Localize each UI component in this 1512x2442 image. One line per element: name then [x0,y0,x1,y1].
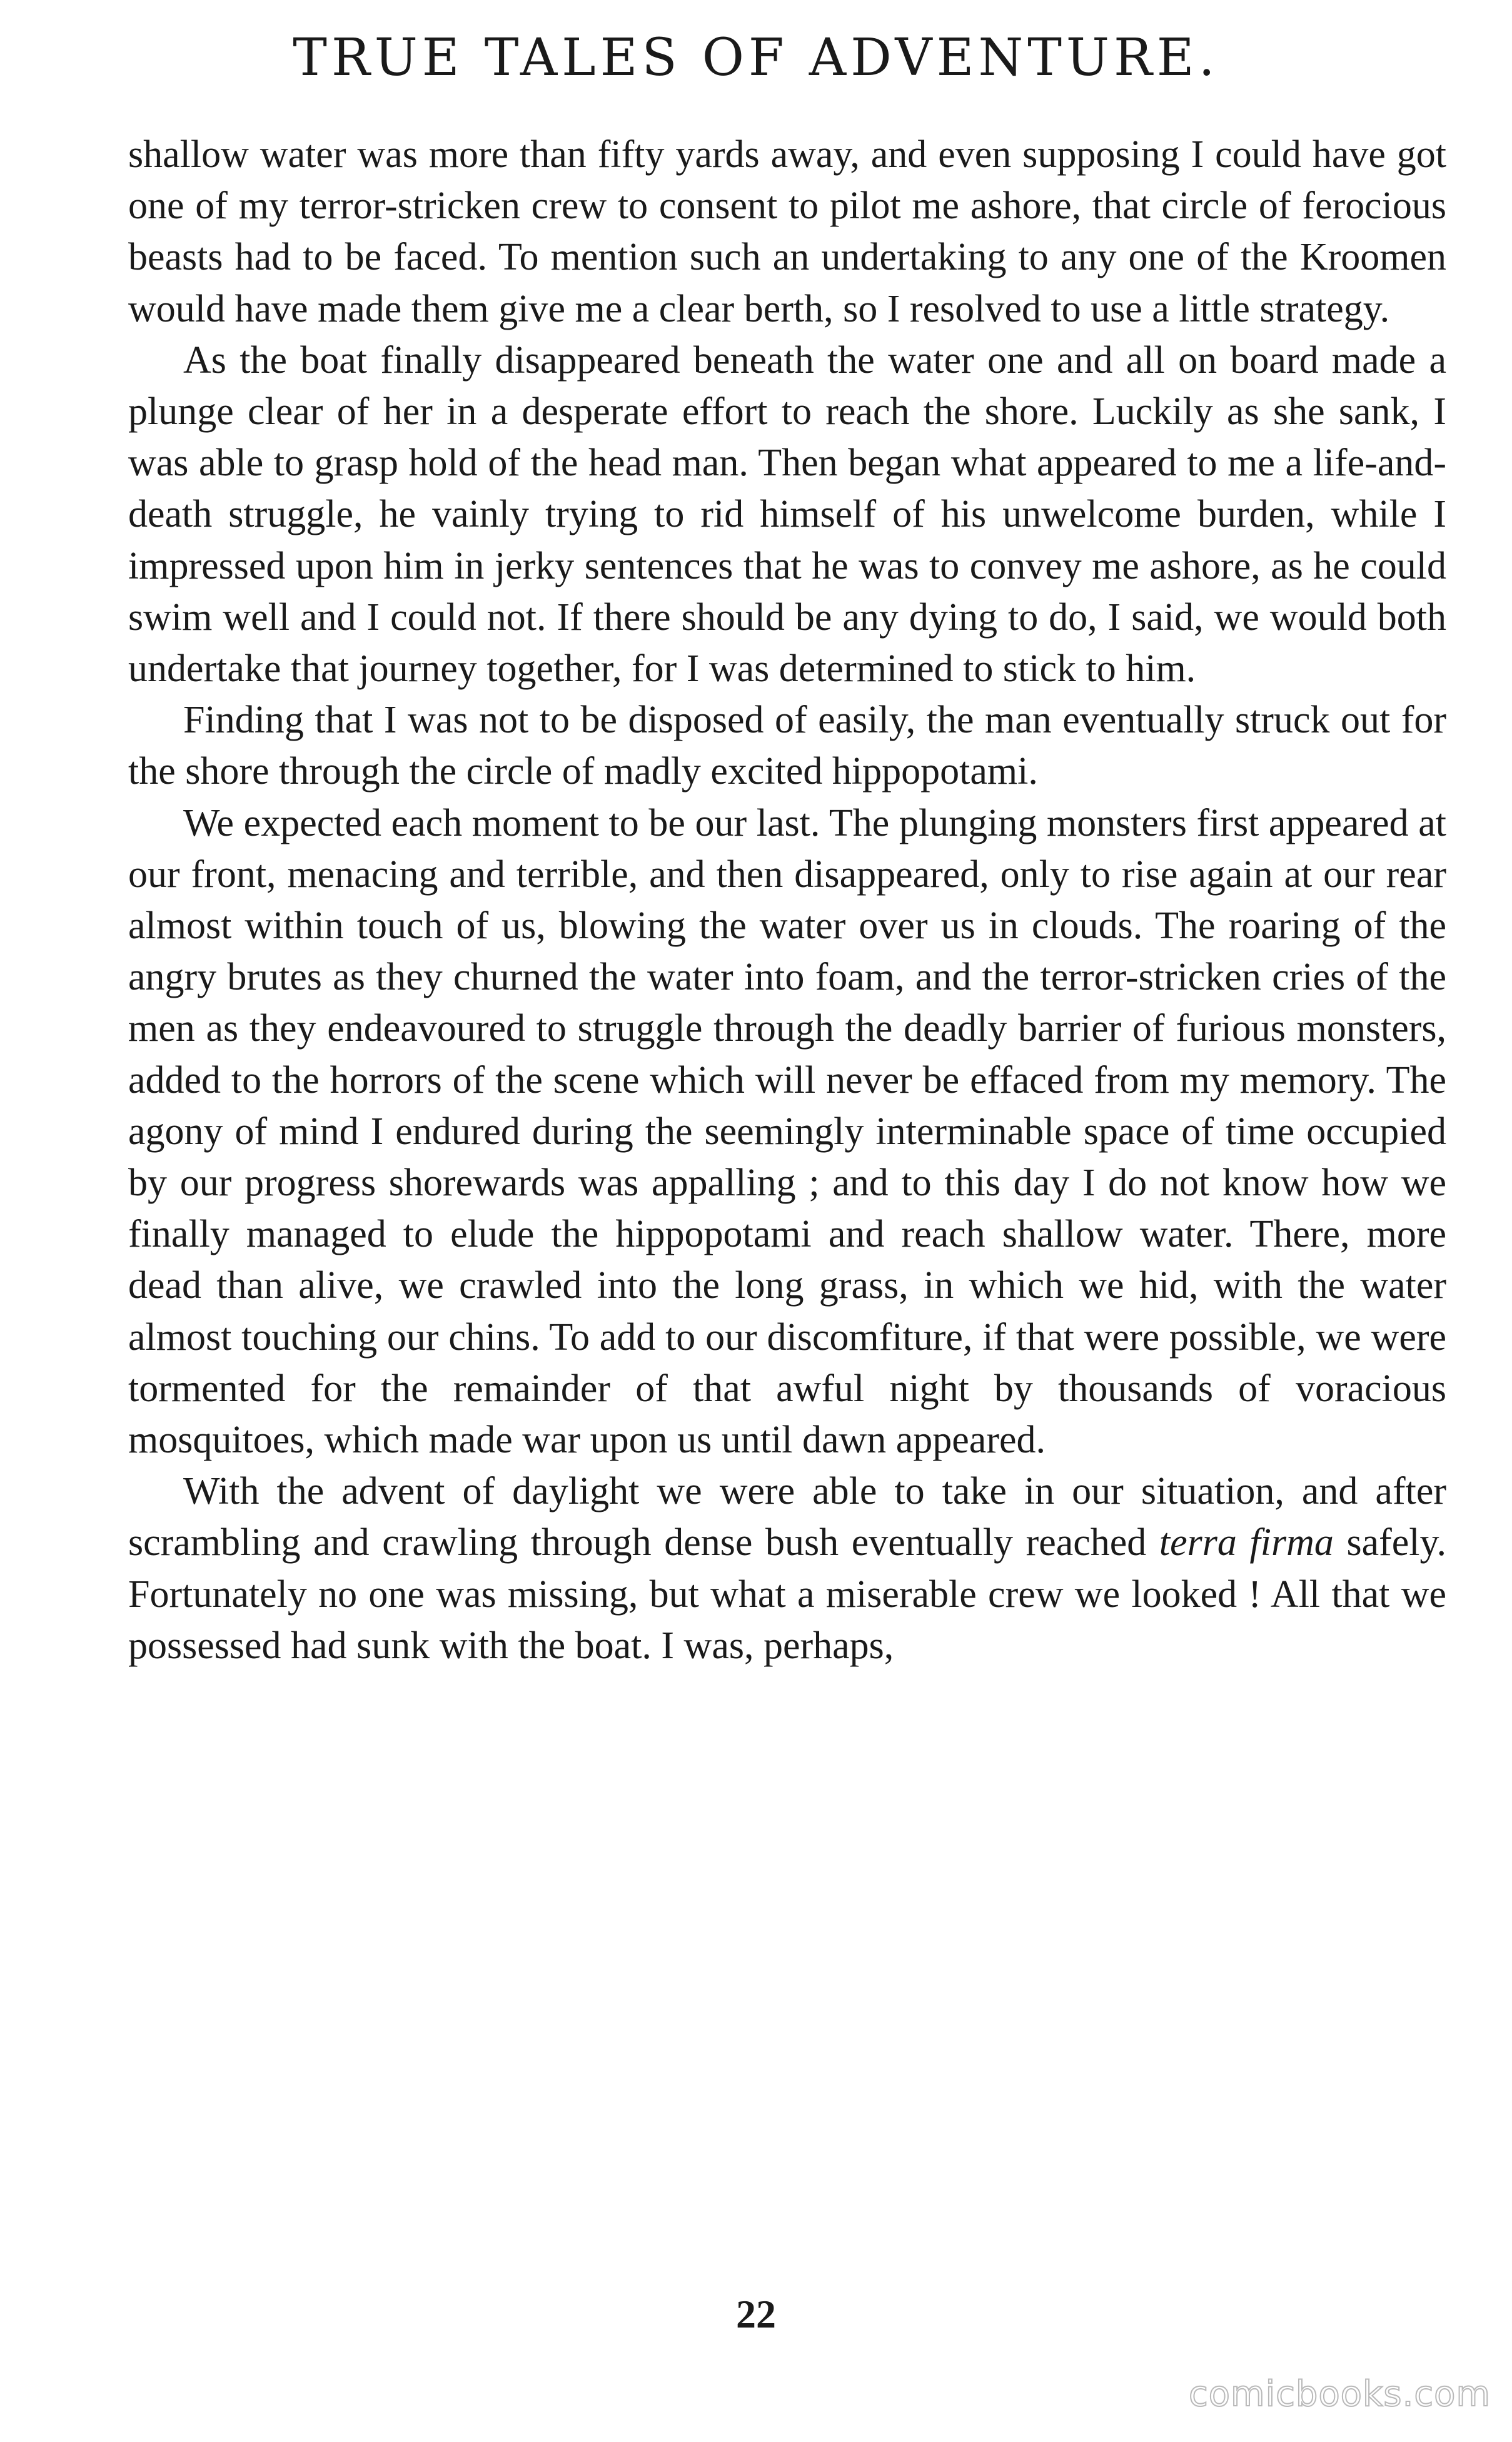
paragraph-5 [128,1466,1446,1671]
paragraph-1 [128,129,1446,335]
paragraph-1-text: shallow water was more than fifty yards away, and even supposing I could have got one of my terror-stricken crew to consent to pilot me ashore, that circle of ferocious beasts had to be faced. To mention such an undertaking to any one of the Kroomen would have made them give me a clear berth, so I resolved to use a little strategy. [128,133,1446,330]
paragraph-3-text: Finding that I was not to be disposed of easily, the man eventually struck out for the shore through the circle of madly excited hippopotami. [128,699,1446,793]
paragraph-5-text-b: safely. Fortunately no one was missing, but what a miserable crew we looked ! All that we possessed had sunk with the boat. I was, perhaps, [128,1521,1446,1667]
paragraph-2 [128,335,1446,694]
paragraph-4-text: We expected each moment to be our last. The plunging monsters first appeared at our front, menacing and terrible, and then disappeared, only to rise again at our rear almost within touch of us, blowing the water over us in clouds. The roaring of the angry brutes as they churned the water into foam, and the terror-stricken cries of the men as they endeavoured to struggle through the deadly barrier of furious monsters, added to the horrors of the scene which will never be effaced from my memory. The agony of mind I endured during the seemingly interminable space of time occupied by our progress shorewards was appalling ; and to this day I do not know how we finally managed to elude the hippopotami and reach shallow water. There, more dead than alive, we crawled into the long grass, in which we hid, with the water almost touching our chins. To add to our discomfiture, if that were possible, we were tormented for the remainder of that awful night by thousands of voracious mosquitoes, which made war upon us until dawn appeared. [128,801,1446,1462]
paragraph-3 [128,694,1446,797]
running-head: TRUE TALES OF ADVENTURE. [293,28,1219,88]
paragraph-5-italic-phrase: terra firma [1159,1521,1334,1564]
body-text [128,129,1446,1671]
watermark-logo: comicbooks.com [1188,2374,1491,2414]
paragraph-4 [128,798,1446,1466]
paragraph-2-text: As the boat finally disappeared beneath the water one and all on board made a plunge clear of her in a desperate effort to reach the shore. Luckily as she sank, I was able to grasp hold of the head man. Then began what appeared to me a life-and-death struggle, he vainly trying to rid himself of his unwelcome burden, while I impressed upon him in jerky sentences that he was to convey me ashore, as he could swim well and I could not. If there should be any dying to do, I said, we would both undertake that journey together, for I was determined to stick to him. [128,338,1446,691]
page-number: 22 [736,2292,776,2336]
paragraph-5-text-a: With the advent of daylight we were able to take in our situation, and after scrambling and crawling through dense bush eventually reached [128,1470,1446,1564]
